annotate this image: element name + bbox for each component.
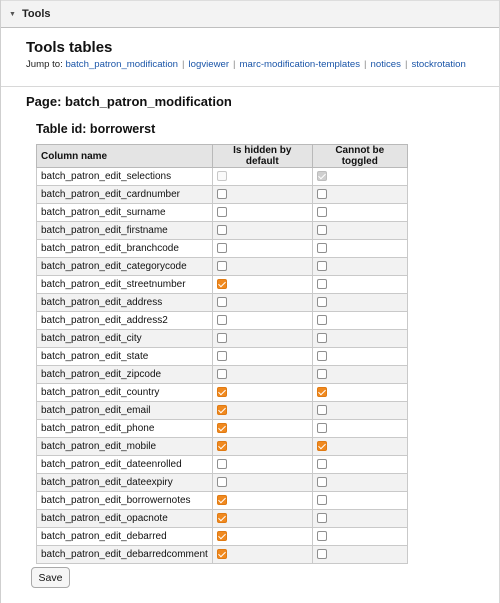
hidden-by-default-checkbox[interactable] [217, 315, 227, 325]
column-name-cell: batch_patron_edit_dateexpiry [37, 474, 213, 492]
table-row [37, 366, 408, 384]
hidden-by-default-checkbox[interactable] [217, 531, 227, 541]
hidden-by-default-checkbox[interactable] [217, 423, 227, 433]
column-name-cell: batch_patron_edit_email [37, 402, 213, 420]
column-name-cell: batch_patron_edit_phone [37, 420, 213, 438]
cannot-be-toggled-checkbox[interactable] [317, 549, 327, 559]
page-section-title: Page: batch_patron_modification [26, 94, 232, 109]
separator: | [364, 59, 367, 70]
cannot-be-toggled-cell [312, 402, 407, 420]
table-id-heading: Table id: borrowerst [36, 122, 156, 136]
cannot-be-toggled-checkbox[interactable] [317, 351, 327, 361]
jump-link-batch-patron-modification[interactable]: batch_patron_modification [65, 59, 179, 70]
table-header-row [37, 145, 408, 168]
cannot-be-toggled-cell [312, 312, 407, 330]
cannot-be-toggled-cell [312, 330, 407, 348]
hidden-by-default-cell [212, 528, 312, 546]
cannot-be-toggled-checkbox[interactable] [317, 513, 327, 523]
cannot-be-toggled-checkbox[interactable] [317, 207, 327, 217]
cannot-be-toggled-cell [312, 510, 407, 528]
hidden-by-default-cell [212, 492, 312, 510]
hidden-by-default-checkbox[interactable] [217, 297, 227, 307]
hidden-by-default-cell [212, 258, 312, 276]
table-body [37, 168, 408, 564]
cannot-be-toggled-checkbox[interactable] [317, 441, 327, 451]
jump-link-notices[interactable]: notices [370, 59, 401, 70]
cannot-be-toggled-checkbox[interactable] [317, 243, 327, 253]
column-name-cell: batch_patron_edit_address2 [37, 312, 213, 330]
hidden-by-default-cell [212, 222, 312, 240]
cannot-be-toggled-cell [312, 348, 407, 366]
cannot-be-toggled-checkbox[interactable] [317, 189, 327, 199]
cannot-be-toggled-checkbox[interactable] [317, 261, 327, 271]
table-row [37, 348, 408, 366]
chevron-down-icon[interactable]: ▼ [9, 10, 16, 18]
cannot-be-toggled-cell [312, 456, 407, 474]
column-name-cell: batch_patron_edit_selections [37, 168, 213, 186]
cannot-be-toggled-cell [312, 294, 407, 312]
cannot-be-toggled-cell [312, 222, 407, 240]
cannot-be-toggled-cell [312, 546, 407, 564]
column-header-name: Column name [37, 145, 213, 168]
cannot-be-toggled-checkbox[interactable] [317, 279, 327, 289]
cannot-be-toggled-cell [312, 168, 407, 186]
hidden-by-default-checkbox[interactable] [217, 549, 227, 559]
hidden-by-default-checkbox[interactable] [217, 333, 227, 343]
column-name-cell: batch_patron_edit_categorycode [37, 258, 213, 276]
hidden-by-default-checkbox[interactable] [217, 243, 227, 253]
jump-to-nav [26, 59, 499, 70]
column-name-cell: batch_patron_edit_zipcode [37, 366, 213, 384]
table-row [37, 438, 408, 456]
table-row [37, 312, 408, 330]
cannot-be-toggled-cell [312, 492, 407, 510]
cannot-be-toggled-cell [312, 204, 407, 222]
hidden-by-default-checkbox[interactable] [217, 261, 227, 271]
cannot-be-toggled-checkbox[interactable] [317, 477, 327, 487]
table-row [37, 240, 408, 258]
table-row [37, 474, 408, 492]
cannot-be-toggled-checkbox [317, 171, 327, 181]
column-name-cell: batch_patron_edit_branchcode [37, 240, 213, 258]
column-name-cell: batch_patron_edit_streetnumber [37, 276, 213, 294]
cannot-be-toggled-cell [312, 258, 407, 276]
hidden-by-default-checkbox [217, 171, 227, 181]
main-content [1, 39, 499, 70]
table-row [37, 204, 408, 222]
column-name-cell: batch_patron_edit_debarredcomment [37, 546, 213, 564]
table-row [37, 492, 408, 510]
hidden-by-default-cell [212, 330, 312, 348]
separator: | [182, 59, 185, 70]
jump-to-label: Jump to: [26, 59, 63, 70]
column-name-cell: batch_patron_edit_opacnote [37, 510, 213, 528]
jump-link-logviewer[interactable]: logviewer [188, 59, 230, 70]
table-row [37, 402, 408, 420]
table-row [37, 420, 408, 438]
column-name-cell: batch_patron_edit_cardnumber [37, 186, 213, 204]
separator: | [233, 59, 236, 70]
column-name-cell: batch_patron_edit_address [37, 294, 213, 312]
hidden-by-default-checkbox[interactable] [217, 513, 227, 523]
cannot-be-toggled-cell [312, 276, 407, 294]
save-button[interactable]: Save [31, 567, 70, 588]
hidden-by-default-cell [212, 384, 312, 402]
hidden-by-default-checkbox[interactable] [217, 477, 227, 487]
hidden-by-default-checkbox[interactable] [217, 207, 227, 217]
hidden-by-default-checkbox[interactable] [217, 369, 227, 379]
separator: | [404, 59, 408, 70]
hidden-by-default-cell [212, 312, 312, 330]
table-row [37, 528, 408, 546]
hidden-by-default-checkbox[interactable] [217, 225, 227, 235]
cannot-be-toggled-checkbox[interactable] [317, 495, 327, 505]
hidden-by-default-checkbox[interactable] [217, 495, 227, 505]
cannot-be-toggled-checkbox[interactable] [317, 459, 327, 469]
cannot-be-toggled-checkbox[interactable] [317, 423, 327, 433]
hidden-by-default-checkbox[interactable] [217, 387, 227, 397]
hidden-by-default-cell [212, 240, 312, 258]
jump-link-stockrotation[interactable]: stockrotation [411, 59, 466, 70]
column-header-hidden: Is hidden by default [212, 145, 312, 168]
hidden-by-default-checkbox[interactable] [217, 351, 227, 361]
column-name-cell: batch_patron_edit_surname [37, 204, 213, 222]
table-row [37, 168, 408, 186]
cannot-be-toggled-cell [312, 186, 407, 204]
cannot-be-toggled-cell [312, 240, 407, 258]
table-row [37, 546, 408, 564]
cannot-be-toggled-checkbox[interactable] [317, 531, 327, 541]
hidden-by-default-cell [212, 438, 312, 456]
hidden-by-default-cell [212, 474, 312, 492]
table-row [37, 330, 408, 348]
column-name-cell: batch_patron_edit_borrowernotes [37, 492, 213, 510]
table-row [37, 258, 408, 276]
cannot-be-toggled-cell [312, 420, 407, 438]
hidden-by-default-cell [212, 204, 312, 222]
panel-header[interactable] [1, 0, 499, 28]
page-heading: Tools tables [26, 39, 113, 56]
jump-link-marc-modification-templates[interactable]: marc-modification-templates [239, 59, 361, 70]
hidden-by-default-checkbox[interactable] [217, 189, 227, 199]
table-row [37, 510, 408, 528]
cannot-be-toggled-cell [312, 384, 407, 402]
column-name-cell: batch_patron_edit_debarred [37, 528, 213, 546]
table-row [37, 276, 408, 294]
columns-table [36, 144, 408, 564]
cannot-be-toggled-checkbox[interactable] [317, 387, 327, 397]
hidden-by-default-checkbox[interactable] [217, 441, 227, 451]
hidden-by-default-cell [212, 456, 312, 474]
column-name-cell: batch_patron_edit_state [37, 348, 213, 366]
cannot-be-toggled-cell [312, 474, 407, 492]
hidden-by-default-cell [212, 168, 312, 186]
hidden-by-default-checkbox[interactable] [217, 459, 227, 469]
hidden-by-default-cell [212, 276, 312, 294]
column-name-cell: batch_patron_edit_mobile [37, 438, 213, 456]
column-header-cannot-toggle: Cannot be toggled [312, 145, 407, 168]
hidden-by-default-checkbox[interactable] [217, 405, 227, 415]
cannot-be-toggled-checkbox[interactable] [317, 315, 327, 325]
hidden-by-default-cell [212, 348, 312, 366]
cannot-be-toggled-cell [312, 528, 407, 546]
hidden-by-default-cell [212, 420, 312, 438]
hidden-by-default-cell [212, 186, 312, 204]
table-row [37, 456, 408, 474]
hidden-by-default-cell [212, 510, 312, 528]
column-name-cell: batch_patron_edit_city [37, 330, 213, 348]
hidden-by-default-cell [212, 366, 312, 384]
cannot-be-toggled-checkbox[interactable] [317, 333, 327, 343]
cannot-be-toggled-checkbox[interactable] [317, 405, 327, 415]
cannot-be-toggled-checkbox[interactable] [317, 225, 327, 235]
table-row [37, 294, 408, 312]
divider [1, 86, 500, 87]
table-row [37, 222, 408, 240]
cannot-be-toggled-checkbox[interactable] [317, 369, 327, 379]
cannot-be-toggled-checkbox[interactable] [317, 297, 327, 307]
hidden-by-default-cell [212, 294, 312, 312]
column-name-cell: batch_patron_edit_country [37, 384, 213, 402]
cannot-be-toggled-cell [312, 366, 407, 384]
table-row [37, 384, 408, 402]
hidden-by-default-cell [212, 546, 312, 564]
column-name-cell: batch_patron_edit_dateenrolled [37, 456, 213, 474]
panel-title: Tools [22, 8, 51, 20]
hidden-by-default-checkbox[interactable] [217, 279, 227, 289]
hidden-by-default-cell [212, 402, 312, 420]
column-name-cell: batch_patron_edit_firstname [37, 222, 213, 240]
table-row [37, 186, 408, 204]
cannot-be-toggled-cell [312, 438, 407, 456]
